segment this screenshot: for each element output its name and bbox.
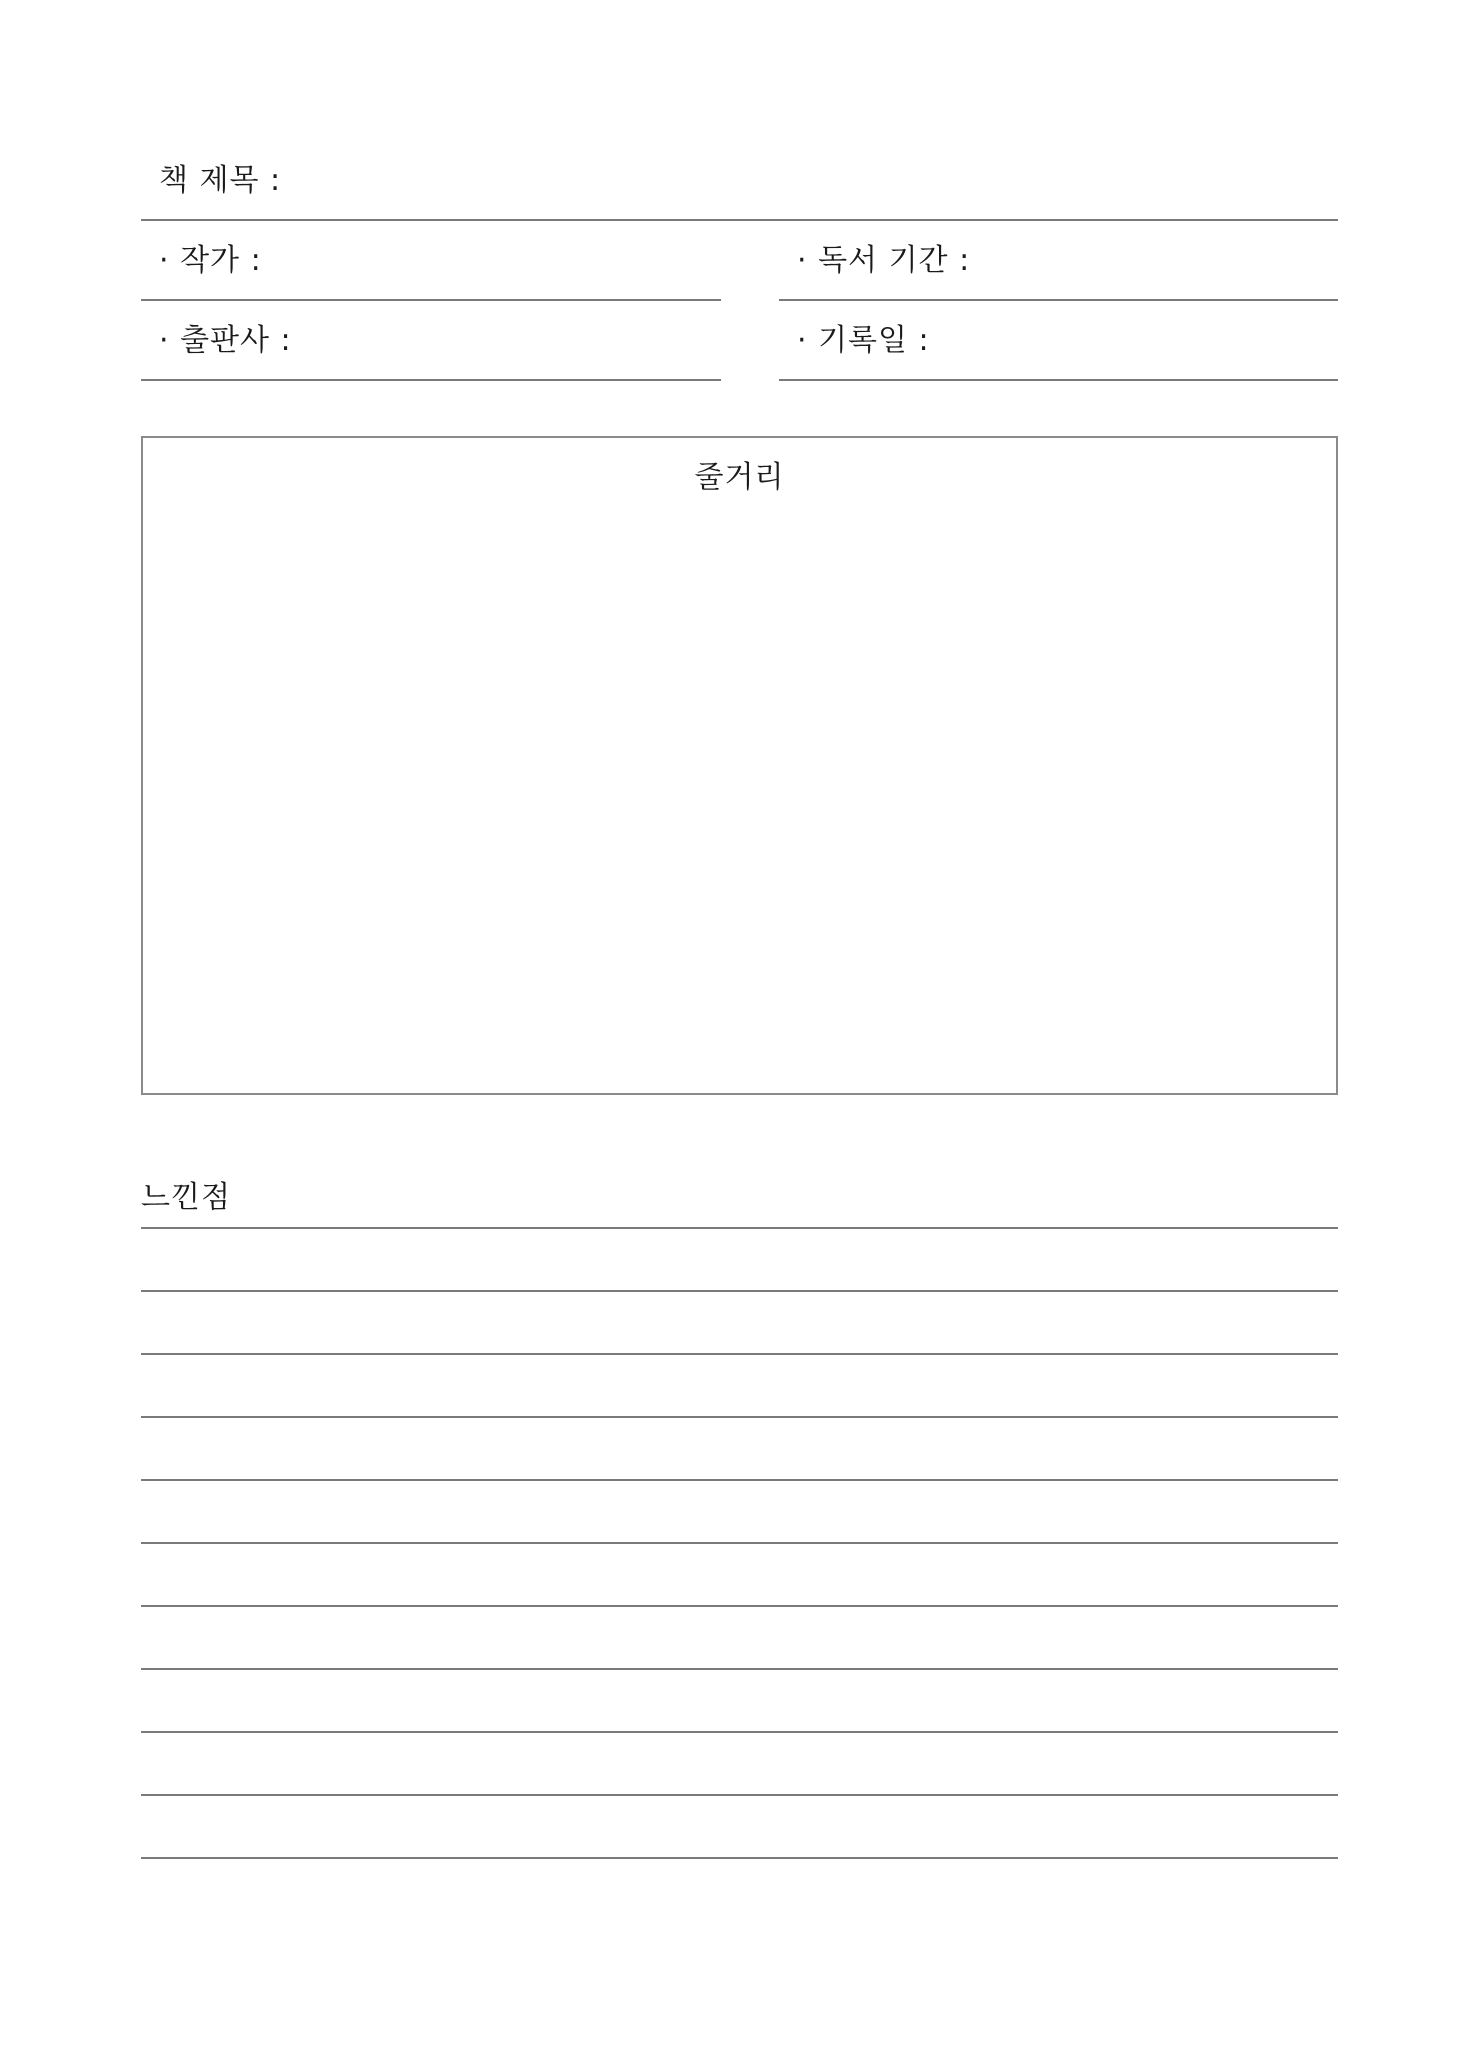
writing-line[interactable]: [141, 1605, 1338, 1668]
writing-line[interactable]: [141, 1290, 1338, 1353]
writing-line[interactable]: [141, 1668, 1338, 1731]
writing-line[interactable]: [141, 1794, 1338, 1857]
summary-title: 줄거리: [694, 460, 785, 495]
record-date-field[interactable]: [779, 301, 1338, 381]
record-date-label: · 기록일 :: [797, 323, 930, 358]
writing-line[interactable]: [141, 1731, 1338, 1794]
writing-line[interactable]: [141, 1857, 1338, 1920]
book-title-label: 책 제목 :: [159, 163, 282, 198]
author-field[interactable]: [141, 221, 721, 301]
writing-line[interactable]: [141, 1479, 1338, 1542]
book-title-field[interactable]: [141, 141, 1338, 221]
summary-box[interactable]: [141, 436, 1338, 1095]
writing-line[interactable]: [141, 1542, 1338, 1605]
writing-line[interactable]: [141, 1227, 1338, 1290]
reading-period-field[interactable]: [779, 221, 1338, 301]
publisher-field[interactable]: [141, 301, 721, 381]
writing-line[interactable]: [141, 1353, 1338, 1416]
publisher-label: · 출판사 :: [159, 323, 292, 358]
reading-period-label: · 독서 기간 :: [797, 243, 971, 278]
writing-line[interactable]: [141, 1416, 1338, 1479]
author-label: · 작가 :: [159, 243, 262, 278]
impressions-lines[interactable]: [141, 1227, 1338, 1920]
impressions-title: 느낀점: [141, 1180, 231, 1215]
